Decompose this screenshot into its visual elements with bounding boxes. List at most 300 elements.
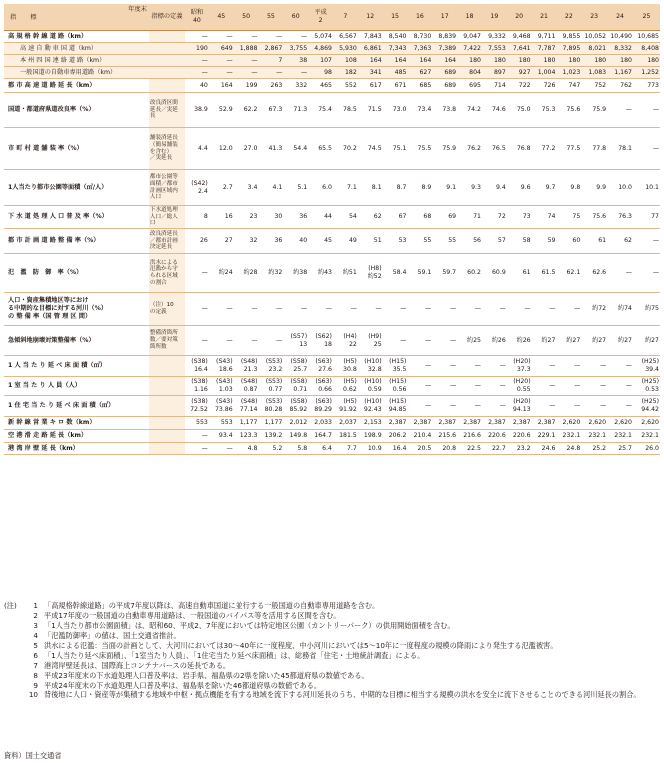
cell-number: 685 (419, 81, 432, 89)
cell-number: 56 (473, 237, 481, 245)
cell-value (333, 31, 358, 43)
note-item (4, 621, 660, 631)
cell-value (457, 206, 482, 229)
cell-number: 73 (522, 213, 531, 221)
cell-number: 2,620 (641, 419, 659, 427)
cell-number: 27.6 (318, 366, 332, 373)
cell-value (633, 229, 660, 254)
row-label: 高 速 自 動 車 国 道（km） (20, 44, 98, 52)
cell-value (209, 43, 234, 55)
cell-number: 75.0 (516, 106, 531, 114)
cell-number: 40 (299, 237, 308, 245)
row-definition: 洪水による 氾濫から守 られる区域 の割合 (149, 254, 185, 293)
cell-value (432, 229, 457, 254)
cell-value (283, 430, 308, 443)
cell-value (457, 170, 482, 206)
cell-value (482, 293, 507, 326)
cell-number: 2,387 (463, 419, 481, 427)
cell-number: 6,567 (339, 32, 357, 40)
cell-number: 341 (369, 68, 382, 76)
cell-value (383, 67, 408, 79)
cell-number: 752 (594, 81, 607, 89)
cell-number: 62.6 (592, 269, 607, 277)
cell-value (358, 254, 383, 293)
cell-value (259, 128, 284, 170)
cell-value (333, 377, 358, 396)
cell-value (457, 293, 482, 326)
table-row (4, 67, 660, 79)
cell-value (185, 229, 209, 254)
cell-number: 8.9 (421, 183, 432, 191)
cell-number: — (499, 402, 506, 410)
cell-value (383, 326, 408, 356)
cell-value (209, 170, 234, 206)
cell-value (234, 396, 259, 417)
cell-number: — (251, 32, 258, 40)
cell-number: 762 (620, 81, 632, 89)
table-row (4, 170, 660, 206)
cell-number: 約27 (566, 336, 581, 344)
cell-value (633, 254, 660, 293)
cell-number: 7.7 (346, 444, 357, 452)
cell-prefix: (S63) (315, 398, 332, 406)
table-row (4, 326, 660, 356)
cell-value (532, 417, 557, 430)
cell-value (234, 417, 259, 430)
row-label: 都 市 高 速 道 路 延 長（km） (8, 81, 96, 89)
cell-value (407, 396, 432, 417)
cell-value (556, 293, 581, 326)
cell-value (507, 356, 532, 377)
cell-value (556, 417, 581, 430)
cell-number: — (625, 269, 632, 277)
cell-prefix: (S58) (290, 378, 308, 386)
cell-number: 78.5 (343, 106, 357, 114)
cell-number: 220.6 (488, 432, 506, 440)
cell-value (209, 293, 234, 326)
cell-number: — (226, 68, 233, 76)
cell-number: 617 (369, 81, 382, 89)
note-number: 9 (33, 680, 38, 690)
cell-number: — (276, 305, 283, 313)
cell-number: 7,343 (388, 44, 407, 52)
cell-number: 65.5 (318, 144, 332, 152)
cell-number: 180 (469, 56, 481, 64)
cell-value (507, 93, 532, 128)
cell-value (432, 396, 457, 417)
cell-number: 22.5 (467, 444, 481, 452)
cell-prefix: (H15) (389, 358, 407, 366)
cell-value (185, 55, 209, 67)
cell-value (457, 396, 482, 417)
cell-number: 94.13 (512, 406, 531, 413)
cell-number: 747 (568, 81, 581, 89)
cell-value (556, 229, 581, 254)
cell-value (333, 79, 358, 93)
cell-number: — (400, 305, 407, 313)
table-row (4, 55, 660, 67)
cell-number: 3,755 (289, 44, 308, 52)
cell-value (358, 430, 383, 443)
note-text: 平成24年度末の下水道処理人口普及率は、福島県を除いた46都道府県の数値である。 (44, 680, 322, 690)
cell-number: 74.2 (467, 106, 481, 114)
cell-number: 77.5 (566, 144, 581, 152)
cell-number: 57 (497, 237, 506, 245)
cell-number: 2,012 (289, 419, 308, 427)
cell-number: 約27 (644, 336, 659, 344)
cell-value (457, 326, 482, 356)
cell-value (259, 430, 284, 443)
cell-number: 332 (295, 81, 308, 89)
row-label: 氾 濫 防 御 率（%） (8, 269, 83, 277)
cell-number: 75.6 (566, 106, 581, 114)
cell-number: 9.7 (545, 183, 556, 191)
cell-number: — (226, 32, 233, 40)
cell-number: 約27 (592, 336, 607, 344)
cell-number: 25 (373, 340, 382, 348)
cell-number: 67 (398, 213, 407, 221)
cell-value (482, 430, 507, 443)
cell-value (259, 55, 284, 67)
row-definition: 改良済延長 ／都市計画 決定延長 (149, 229, 185, 254)
cell-value (308, 31, 333, 43)
cell-number: 7,553 (488, 44, 506, 52)
cell-value (185, 43, 209, 55)
cell-number: 5.1 (297, 183, 308, 191)
cell-number: 約74 (617, 305, 632, 313)
cell-number: — (474, 402, 481, 410)
cell-value (482, 229, 507, 254)
cell-number: 2,387 (537, 419, 556, 427)
cell-prefix: (S58) (290, 358, 308, 366)
cell-prefix: (S43) (216, 378, 233, 386)
cell-value (358, 377, 383, 396)
cell-number: 552 (345, 81, 357, 89)
cell-value (507, 206, 532, 229)
cell-number: 80.28 (264, 406, 283, 413)
cell-value (209, 396, 234, 417)
cell-number: 94.85 (388, 406, 407, 413)
cell-value (633, 377, 660, 396)
cell-number: 71.3 (293, 106, 308, 114)
cell-value (259, 293, 284, 326)
cell-number: 44 (324, 213, 332, 221)
cell-number: 232.1 (562, 432, 581, 440)
cell-value (432, 31, 457, 43)
cell-number: 53 (398, 237, 407, 245)
cell-number: 220.6 (512, 432, 531, 440)
cell-number: 13 (299, 340, 308, 348)
cell-number: 671 (394, 81, 407, 89)
note-head (4, 661, 26, 671)
header-year: 昭和 40 (185, 4, 209, 31)
cell-value (482, 206, 507, 229)
cell-number: 93.4 (218, 432, 233, 440)
cell-number: 139.2 (264, 432, 283, 440)
cell-value (333, 229, 358, 254)
cell-value (283, 356, 308, 377)
cell-number: — (251, 336, 258, 344)
cell-number: 7,422 (463, 44, 481, 52)
cell-prefix: (H15) (389, 378, 407, 386)
cell-value (556, 93, 581, 128)
row-definition (149, 43, 185, 55)
cell-number: — (276, 68, 283, 76)
cell-value (185, 377, 209, 396)
row-label: 空 港 滑 走 路 延 長（km） (8, 432, 88, 440)
cell-number: 約75 (644, 305, 659, 313)
note-head (4, 671, 26, 681)
cell-value (333, 206, 358, 229)
cell-value (209, 326, 234, 356)
cell-number: 92.43 (363, 406, 382, 413)
cell-number: 8,730 (413, 32, 432, 40)
cell-number: 164.7 (314, 432, 332, 440)
cell-number: 73.86 (214, 406, 233, 413)
cell-number: 60 (572, 237, 581, 245)
cell-value (556, 326, 581, 356)
header-year: 7 (333, 4, 358, 31)
cell-value (185, 93, 209, 128)
cell-number: 0.53 (645, 386, 659, 393)
row-label: 市 町 村 道 舗 装 率（%） (8, 144, 83, 152)
cell-value (358, 326, 383, 356)
cell-number: 38 (299, 56, 308, 64)
cell-number: 59.1 (417, 269, 432, 277)
cell-number: — (201, 305, 208, 313)
cell-number: 927 (518, 68, 531, 76)
cell-number: 1,083 (588, 68, 607, 76)
cell-value (482, 326, 507, 356)
cell-number: 約43 (317, 269, 332, 277)
cell-value (358, 396, 383, 417)
cell-value (283, 417, 308, 430)
cell-value (209, 93, 234, 128)
cell-number: 180 (620, 56, 632, 64)
cell-value (607, 55, 633, 67)
cell-number: 2,867 (264, 44, 283, 52)
header-year: 17 (432, 4, 457, 31)
cell-number: 30.8 (343, 366, 357, 373)
cell-number: 58.4 (392, 269, 407, 277)
cell-number: 21.3 (243, 366, 258, 373)
cell-value (209, 356, 234, 377)
cell-prefix: (H10) (364, 358, 382, 366)
cell-value (308, 55, 333, 67)
cell-value (407, 254, 432, 293)
cell-value (333, 43, 358, 55)
cell-number: 67.3 (268, 106, 283, 114)
cell-value (333, 326, 358, 356)
cell-number: — (425, 305, 432, 313)
cell-value (507, 293, 532, 326)
row-definition: 舗装済延長 （簡易舗装 を含む） ／実延長 (149, 128, 185, 170)
cell-value (358, 31, 383, 43)
cell-value (185, 396, 209, 417)
cell-prefix: (H25) (641, 378, 659, 386)
cell-number: — (549, 382, 556, 390)
cell-number: 61.5 (541, 269, 556, 277)
cell-number: 24.6 (541, 444, 556, 452)
cell-value (432, 293, 457, 326)
cell-number: 10.9 (367, 444, 382, 452)
cell-number: 0.77 (268, 386, 283, 393)
cell-number: 8,021 (588, 44, 607, 52)
cell-number: 229.1 (537, 432, 556, 440)
cell-value (581, 443, 607, 455)
cell-number: 75.6 (592, 213, 607, 221)
cell-number: 164 (220, 81, 233, 89)
cell-value (283, 254, 308, 293)
cell-number: 232.1 (588, 432, 607, 440)
note-number: 7 (33, 660, 38, 670)
cell-value (607, 443, 633, 455)
note-head (4, 651, 26, 661)
cell-value (457, 417, 482, 430)
cell-value (358, 43, 383, 55)
cell-number: 726 (543, 81, 556, 89)
cell-number: 553 (220, 419, 233, 427)
cell-value (581, 254, 607, 293)
table-row (4, 254, 660, 293)
cell-number: 8,408 (641, 44, 659, 52)
cell-number: — (449, 336, 457, 344)
cell-prefix: (H20) (513, 358, 531, 366)
cell-value (532, 67, 557, 79)
cell-value (383, 396, 408, 417)
cell-number: — (201, 269, 208, 277)
cell-value (209, 443, 234, 455)
cell-value (283, 396, 308, 417)
table-header (4, 4, 660, 31)
cell-value (209, 79, 234, 93)
cell-value (383, 229, 408, 254)
header-year: 50 (234, 4, 259, 31)
cell-prefix: (H25) (641, 358, 659, 366)
cell-value (259, 79, 284, 93)
cell-value (607, 170, 633, 206)
cell-number: 199 (245, 81, 258, 89)
header-year: 24 (607, 4, 633, 31)
cell-value (308, 229, 333, 254)
cell-number: 465 (320, 81, 332, 89)
cell-value (507, 326, 532, 356)
cell-value (581, 356, 607, 377)
cell-number: 76.8 (516, 144, 531, 152)
cell-number: 9,855 (562, 32, 581, 40)
cell-value (407, 31, 432, 43)
cell-number: 7,895 (562, 44, 581, 52)
note-item (4, 671, 660, 681)
cell-value (234, 377, 259, 396)
cell-value (259, 254, 284, 293)
cell-value (185, 326, 209, 356)
cell-number: 74 (547, 213, 556, 221)
cell-value (581, 229, 607, 254)
cell-value (234, 170, 259, 206)
cell-value (234, 79, 259, 93)
cell-value (556, 43, 581, 55)
cell-number: 27 (224, 237, 233, 245)
cell-value (482, 443, 507, 455)
row-label: 都 市 計 画 道 路 整 備 率（%） (8, 237, 100, 245)
cell-value (581, 79, 607, 93)
cell-prefix: (S38) (191, 398, 208, 406)
cell-number: 54.4 (293, 144, 308, 152)
cell-prefix: (H4) (343, 332, 357, 340)
cell-value (607, 293, 633, 326)
cell-number: 1,023 (562, 68, 581, 76)
cell-value (482, 31, 507, 43)
cell-number: 60.9 (492, 269, 506, 277)
note-head (4, 681, 26, 691)
cell-value (556, 170, 581, 206)
cell-value (432, 206, 457, 229)
cell-prefix: (H10) (364, 378, 382, 386)
cell-value (532, 43, 557, 55)
cell-value (308, 128, 333, 170)
cell-value (259, 31, 284, 43)
cell-number: — (474, 362, 481, 370)
cell-value (185, 356, 209, 377)
cell-value (532, 356, 557, 377)
note-number: 5 (33, 640, 38, 650)
cell-value (482, 396, 507, 417)
cell-number: — (652, 237, 659, 245)
cell-number: 25.7 (618, 444, 632, 452)
cell-number: — (201, 336, 208, 344)
cell-number: 9.9 (596, 183, 607, 191)
cell-value (283, 206, 308, 229)
header-year: 25 (633, 4, 660, 31)
cell-number: 7.1 (346, 183, 357, 191)
cell-number: 9,468 (512, 32, 531, 40)
cell-number: 9,047 (463, 32, 481, 40)
cell-number: 約28 (243, 269, 258, 277)
cell-value (581, 55, 607, 67)
cell-number: 39.4 (645, 366, 659, 373)
cell-value (581, 377, 607, 396)
note-item (4, 661, 660, 671)
cell-value (383, 55, 408, 67)
cell-value (358, 79, 383, 93)
cell-value (209, 31, 234, 43)
note-head (4, 611, 26, 621)
row-definition (149, 67, 185, 79)
cell-number: 2,387 (488, 419, 506, 427)
cell-number: 23.2 (268, 366, 283, 373)
header-year: 平成 2 (308, 4, 333, 31)
note-number: 1 (33, 601, 38, 610)
cell-number: 1,252 (641, 68, 659, 76)
cell-value (407, 293, 432, 326)
cell-value (507, 43, 532, 55)
cell-value (407, 417, 432, 430)
cell-value (607, 67, 633, 79)
cell-number: 52.9 (218, 106, 233, 114)
header-definition: 指標の定義 (149, 4, 185, 31)
cell-value (633, 417, 660, 430)
cell-value (581, 31, 607, 43)
row-definition (149, 430, 185, 443)
cell-number: 0.56 (392, 386, 407, 393)
cell-value (532, 229, 557, 254)
cell-prefix: (S57) (290, 332, 308, 340)
table-row (4, 31, 660, 43)
cell-value (407, 206, 432, 229)
cell-value (556, 430, 581, 443)
cell-value (333, 430, 358, 443)
